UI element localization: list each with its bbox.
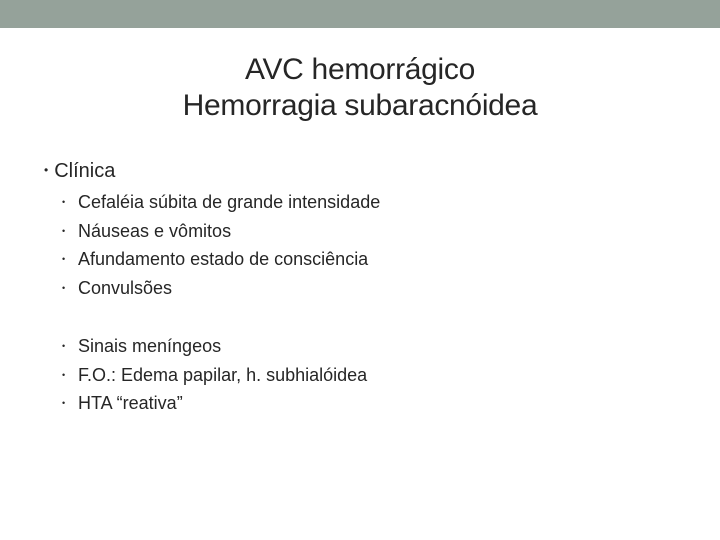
bullet-icon: • xyxy=(62,254,66,264)
bullet-icon: • xyxy=(62,197,66,207)
sub-bullet-text: F.O.: Edema papilar, h. subhialóidea xyxy=(78,365,368,385)
bullet-icon: • xyxy=(62,370,66,380)
sub-bullet xyxy=(62,364,367,386)
sub-bullet-text: Convulsões xyxy=(78,278,173,298)
bullet-icon: • xyxy=(62,283,66,293)
sub-bullet xyxy=(62,277,172,299)
sub-bullet xyxy=(62,248,368,270)
sub-bullet-text: Cefaléia súbita de grande intensidade xyxy=(78,192,381,212)
slide-title-line-2: Hemorragia subaracnóidea xyxy=(182,89,538,122)
sub-bullet-text: HTA “reativa” xyxy=(78,393,183,413)
bullet-icon: • xyxy=(62,341,66,351)
sub-bullet xyxy=(62,191,380,213)
bullet-icon: • xyxy=(44,163,49,177)
main-bullet-text: Clínica xyxy=(54,160,116,182)
sub-bullet-text: Náuseas e vômitos xyxy=(78,221,232,241)
sub-bullet-text: Afundamento estado de consciência xyxy=(78,249,369,269)
sub-bullet xyxy=(62,220,231,242)
sub-bullet-text: Sinais meníngeos xyxy=(78,336,222,356)
slide-title-line-1: AVC hemorrágico xyxy=(244,53,476,86)
sub-bullet xyxy=(62,335,221,357)
sub-bullet xyxy=(62,392,183,414)
bullet-icon: • xyxy=(62,398,66,408)
main-bullet xyxy=(44,157,115,184)
bullet-icon: • xyxy=(62,226,66,236)
